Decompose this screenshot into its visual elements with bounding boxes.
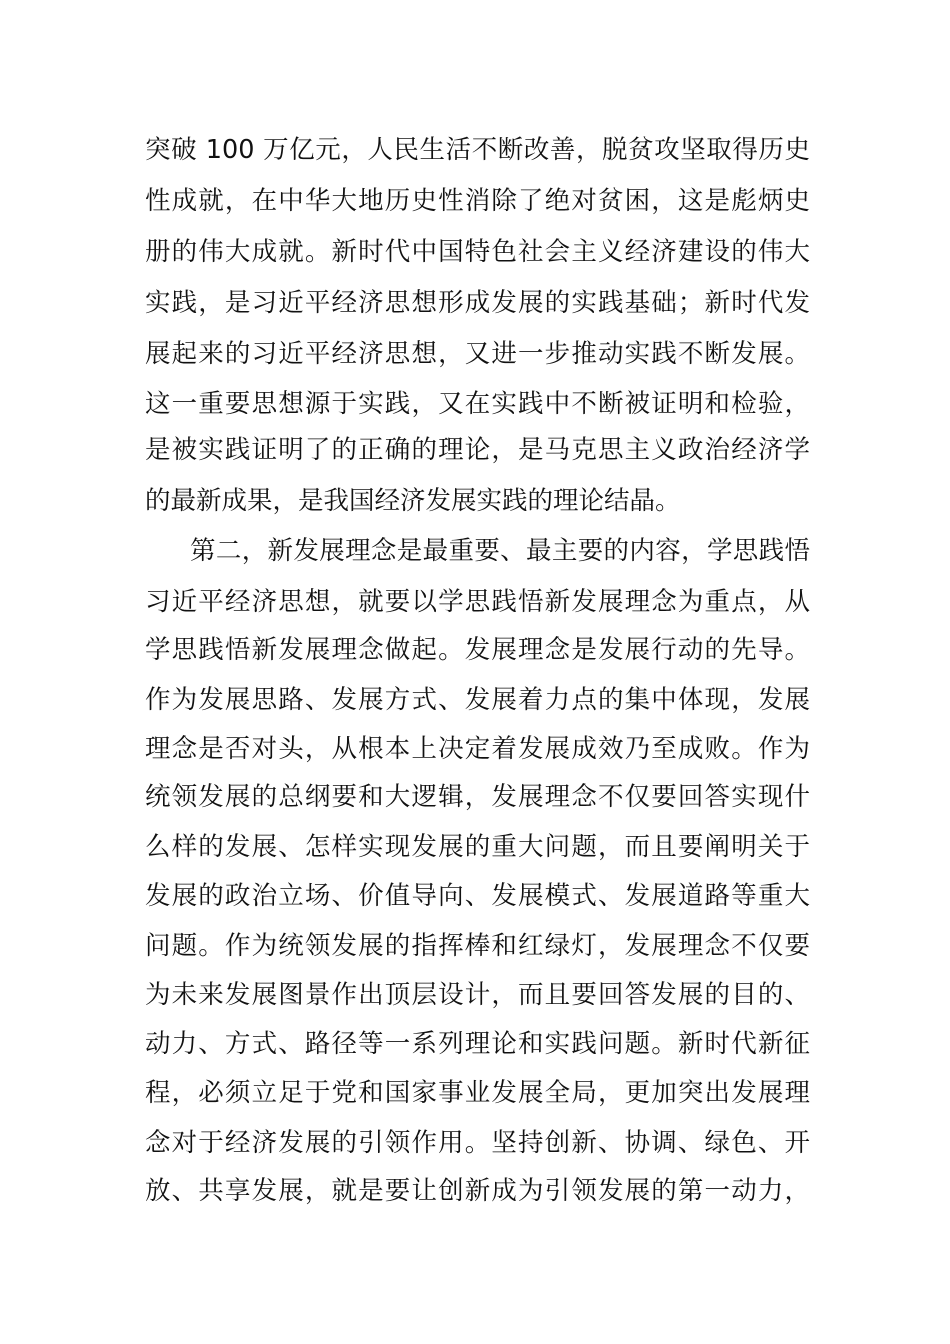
text-line: 性成就，在中华大地历史性消除了绝对贫困，这是彪炳史 [145,186,810,216]
text-line: 问题。作为统领发展的指挥棒和红绿灯，发展理念不仅要 [145,931,810,961]
text-line: 突破 100 万亿元，人民生活不断改善，脱贫攻坚取得历史 [145,135,810,165]
text-line: 习近平经济思想，就要以学思践悟新发展理念为重点，从 [145,587,810,617]
text-line: 展起来的习近平经济思想，又进一步推动实践不断发展。 [145,339,810,369]
text-line: 么样的发展、怎样实现发展的重大问题，而且要阐明关于 [145,832,810,862]
paragraph-first-line: 第二，新发展理念是最重要、最主要的内容，学思践悟 [190,536,810,566]
text-line: 实践，是习近平经济思想形成发展的实践基础；新时代发 [145,288,810,318]
text-line: 程，必须立足于党和国家事业发展全局，更加突出发展理 [145,1078,810,1108]
text-line: 的最新成果，是我国经济发展实践的理论结晶。 [145,486,681,516]
text-line: 放、共享发展，就是要让创新成为引领发展的第一动力， [145,1176,810,1206]
text-line: 统领发展的总纲要和大逻辑，发展理念不仅要回答实现什 [145,782,810,812]
text-line: 理念是否对头，从根本上决定着发展成效乃至成败。作为 [145,734,810,764]
text-line: 是被实践证明了的正确的理论，是马克思主义政治经济学 [145,435,810,465]
text-line: 这一重要思想源于实践，又在实践中不断被证明和检验， [145,389,810,419]
text-line: 发展的政治立场、价值导向、发展模式、发展道路等重大 [145,881,810,911]
text-line: 册的伟大成就。新时代中国特色社会主义经济建设的伟大 [145,237,810,267]
text-line: 学思践悟新发展理念做起。发展理念是发展行动的先导。 [145,635,810,665]
text-line: 作为发展思路、发展方式、发展着力点的集中体现，发展 [145,685,810,715]
text-line: 为未来发展图景作出顶层设计，而且要回答发展的目的、 [145,980,810,1010]
text-line: 念对于经济发展的引领作用。坚持创新、协调、绿色、开 [145,1128,810,1158]
text-line: 动力、方式、路径等一系列理论和实践问题。新时代新征 [145,1029,810,1059]
